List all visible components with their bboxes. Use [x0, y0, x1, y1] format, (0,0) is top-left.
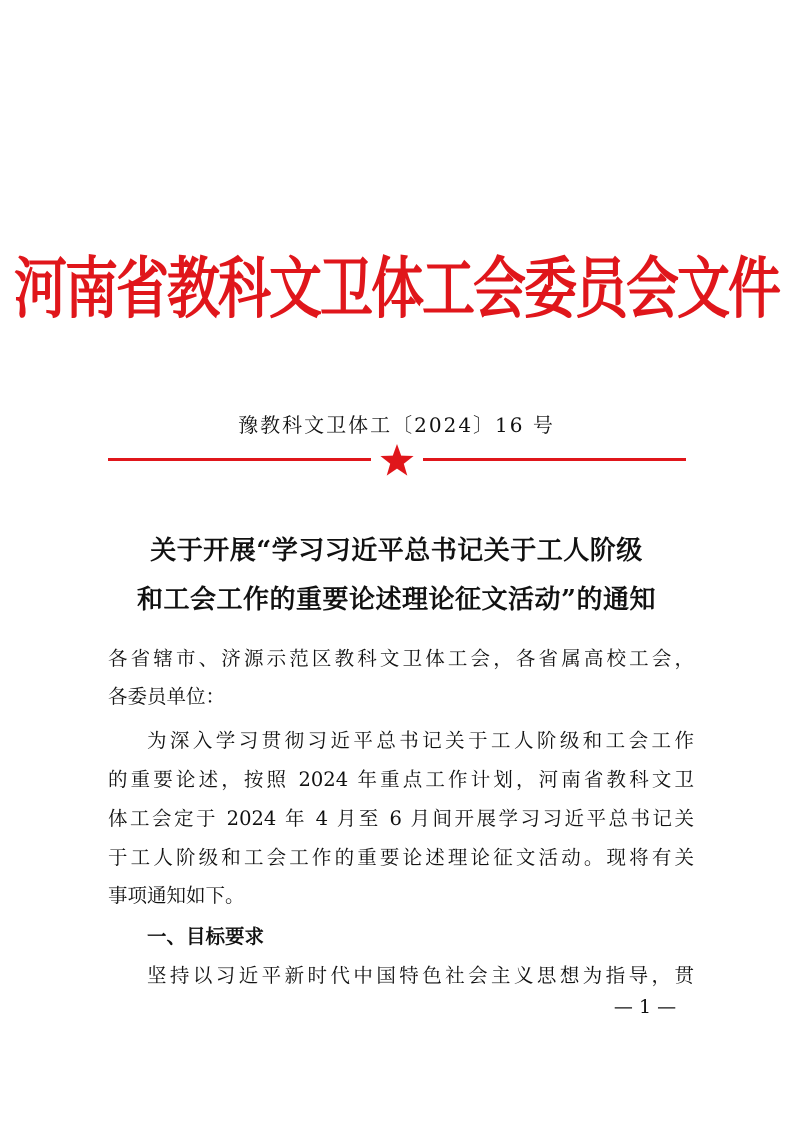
star-icon — [379, 443, 415, 477]
paragraph-line: 的重要论述，按照 2024 年重点工作计划，河南省教科文卫 — [108, 768, 694, 791]
paragraph-line: 为深入学习贯彻习近平总书记关于工人阶级和工会工作 — [147, 729, 694, 752]
paragraph-line: 坚持以习近平新时代中国特色社会主义思想为指导，贯 — [147, 964, 694, 987]
document-number: 豫教科文卫体工〔2024〕16 号 — [238, 413, 555, 437]
paragraph-line: 体工会定于 2024 年 4 月至 6 月间开展学习习近平总书记关 — [108, 807, 694, 830]
paragraph-line: 事项通知如下。 — [108, 884, 245, 907]
paragraph-line: 于工人阶级和工会工作的重要论述理论征文活动。现将有关 — [108, 846, 694, 869]
recipients-line: 各委员单位： — [108, 685, 226, 708]
notice-title-line: 关于开展“学习习近平总书记关于工人阶级 — [150, 536, 643, 566]
notice-title-line: 和工会工作的重要论述理论征文活动”的通知 — [137, 585, 656, 615]
organization-title: 河南省教科文卫体工会委员会文件 — [14, 251, 779, 328]
recipients-line: 各省辖市、济源示范区教科文卫体工会，各省属高校工会， — [108, 647, 694, 670]
section-heading: 一、目标要求 — [147, 925, 265, 948]
red-rule-right — [423, 458, 686, 461]
red-rule-left — [108, 458, 371, 461]
page-number: — 1 — — [613, 996, 677, 1018]
